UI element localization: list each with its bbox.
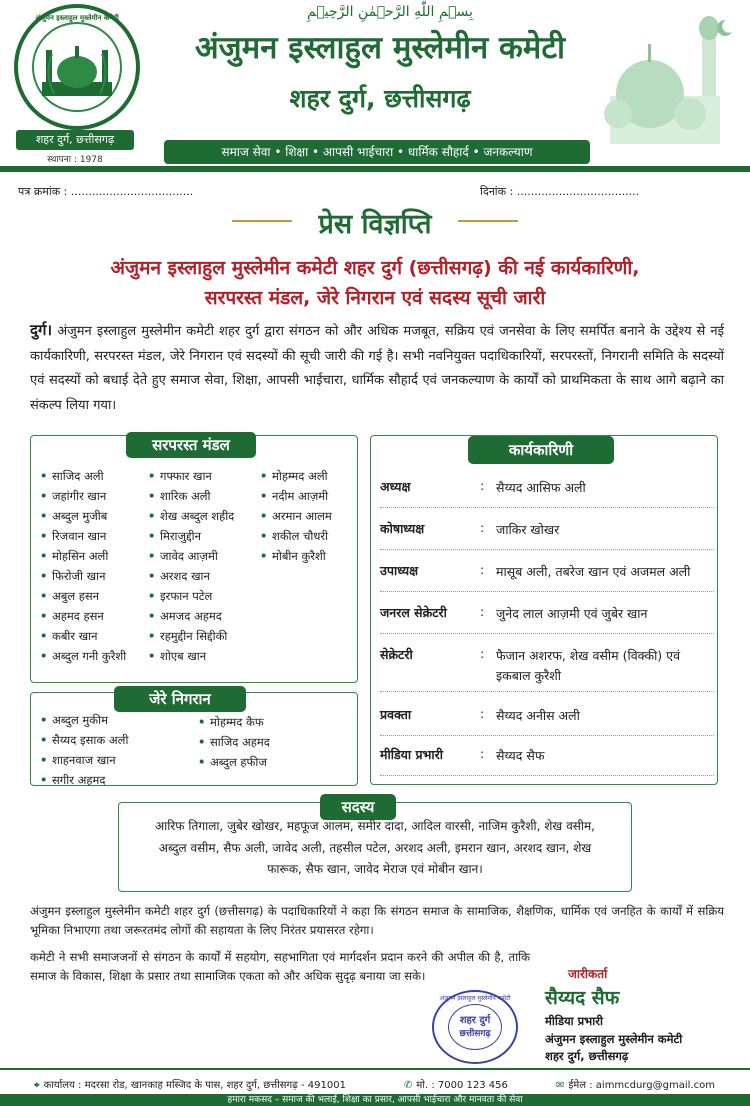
role-label: उपाध्यक्ष xyxy=(380,563,419,578)
issuer-designation: मीडिया प्रभारी xyxy=(545,1014,603,1028)
seal-ring-text: अंजुमन इस्लाहुल मुस्लेमीन कमेटी xyxy=(439,995,511,1002)
established-year: स्थापना : 1978 xyxy=(47,155,103,165)
intro-paragraph xyxy=(30,318,724,418)
role-separator: : xyxy=(480,604,485,619)
sarparast-member: • मिराजुद्दीन xyxy=(148,526,234,546)
sarparast-member: • शकील चौधरी xyxy=(260,526,332,546)
role-holder-name: जुनेद लाल आज़मी एवं जुबेर खान xyxy=(496,606,648,621)
sarparast-member: • नदीम आज़मी xyxy=(260,486,332,506)
sarparast-member: • जावेद आज़मी xyxy=(148,546,234,566)
sarparast-member: • मोहम्मद अली xyxy=(260,466,332,486)
karyakarini-row xyxy=(380,562,714,592)
press-release-title: प्रेस विज्ञप्ति xyxy=(318,209,432,240)
nigran-member: • शाहनवाज खान xyxy=(40,750,128,770)
org-logo xyxy=(8,2,148,170)
location-pin-icon: ⌖ xyxy=(34,1080,40,1091)
nigran-title: जेरे निगरान xyxy=(114,686,246,712)
sarparast-member: • अरशद खान xyxy=(148,566,234,586)
nigran-member: • सैय्यद इसाक अली xyxy=(40,730,128,750)
nigran-member: • अब्दुल मुकीम xyxy=(40,710,128,730)
official-seal xyxy=(432,990,518,1064)
headline-line-1: अंजुमन इस्लाहुल मुस्लेमीन कमेटी शहर दुर्ग (छत्तीसगढ़) की नई कार्यकारिणी, xyxy=(110,257,640,279)
role-label: जनरल सेक्रेटरी xyxy=(380,605,447,620)
closing-paragraph-1: अंजुमन इस्लाहुल मुस्लेमीन कमेटी शहर दुर्ग (छत्तीसगढ़) के पदाधिकारियों ने कहा कि संगठन समाज के सामाजिक, शैक्षणिक, धार्मिक एवं जनहित के कार्यों में सक्रिय भूमिका निभाएगा तथा जरूरतमंद लोगों की सहायता के लिए निरंतर प्रयासरत रहेगा। xyxy=(30,904,724,937)
intro-lead: दुर्ग। xyxy=(30,321,53,339)
logo-ring-text: अंजुमन इस्लाहुल मुस्लेमीन कमेटी xyxy=(35,14,119,22)
nigran-member: • साजिद अहमद xyxy=(198,732,270,752)
members-title: सदस्य xyxy=(320,794,396,820)
footer-phone xyxy=(404,1077,508,1091)
sarparast-member: • शारिक अली xyxy=(148,486,234,506)
sarparast-member: • अब्दुल मुजीब xyxy=(40,506,126,526)
nigran-member: • अब्दुल हफीज xyxy=(198,752,270,772)
karyakarini-row xyxy=(380,706,714,736)
karyakarini-row xyxy=(380,520,714,550)
bismillah: بِسۡمِ اللّٰهِ الرَّحۡمٰنِ الرَّحِيۡمِ xyxy=(307,4,473,20)
header-divider xyxy=(0,166,750,172)
nigran-col-1 xyxy=(40,710,128,790)
sarparast-member: • अब्दुल गनी कुरैशी xyxy=(40,646,126,666)
email-text: ईमेल : aimmcdurg@gmail.com xyxy=(568,1080,715,1091)
phone-icon: ✆ xyxy=(404,1080,413,1091)
role-separator: : xyxy=(480,478,485,493)
role-holder-name: सैय्यद सैफ xyxy=(496,748,545,763)
karyakarini-row xyxy=(380,746,714,776)
letter-date: दिनांक : ................................... xyxy=(480,185,640,198)
seal-line-1: शहर दुर्ग xyxy=(459,1015,491,1026)
sarparast-member: • मोहसिन अली xyxy=(40,546,126,566)
karyakarini-row xyxy=(380,604,714,634)
tagline: समाज सेवा • शिक्षा • आपसी भाईचारा • धार्मिक सौहार्द • जनकल्याण xyxy=(164,140,590,164)
role-separator: : xyxy=(480,520,485,535)
footer-motto: हमारा मकसद – समाज की भलाई, शिक्षा का प्रसार, आपसी भाईचारा और मानवता की सेवा xyxy=(0,1094,750,1106)
logo-ribbon: शहर दुर्ग, छत्तीसगढ़ xyxy=(16,130,134,150)
letter-number: पत्र क्रमांक : ................................... xyxy=(18,185,194,198)
issuer-label: जारीकर्ता xyxy=(568,967,608,981)
sarparast-member: • गफ्फार खान xyxy=(148,466,234,486)
karyakarini-row xyxy=(380,478,714,508)
role-separator: : xyxy=(480,706,485,721)
headline-line-2: सरपरस्त मंडल, जेरे निगरान एवं सदस्य सूची जारी xyxy=(204,287,546,309)
karyakarini-row xyxy=(380,646,714,692)
karyakarini-title: कार्यकारिणी xyxy=(468,436,614,464)
issuer-org: अंजुमन इस्लाहुल मुस्लेमीन कमेटी xyxy=(545,1032,683,1046)
nigran-col-2 xyxy=(198,712,270,772)
role-separator: : xyxy=(480,646,485,661)
issuer-city: शहर दुर्ग, छत्तीसगढ़ xyxy=(545,1049,629,1063)
sarparast-member: • इरफान पटेल xyxy=(148,586,234,606)
closing-paragraph-2: कमेटी ने सभी समाजजनों से संगठन के कार्यों में सहयोग, सहभागिता एवं मार्गदर्शन प्रदान करने की अपील की है, ताकि समाज के विकास, शिक्षा के प्रसार तथा सामाजिक एकता को और अधिक सुदृढ़ बनाया जा सके। xyxy=(30,950,530,983)
role-label: प्रवक्ता xyxy=(380,707,412,722)
mosque-icon xyxy=(32,22,122,112)
issuer-name: सैय्यद सैफ xyxy=(545,987,620,1009)
role-label: कोषाध्यक्ष xyxy=(380,521,425,536)
sarparast-col-3 xyxy=(260,466,332,566)
members-list: आरिफ तिगाला, जुबेर खोखर, महफूज आलम, समीर दादा, आदिल वारसी, नाजिम कुरैशी, शेख वसीम, अब्दुल वसीम, सैफ अली, जावेद अली, तहसील पटेल, अरशद अली, इमरान खान, अरशद खान, शेख फारूक, सैफ खान, जावेद मेराज एवं मोबीन खान। xyxy=(155,819,595,876)
role-label: मीडिया प्रभारी xyxy=(380,747,443,762)
sarparast-member: • शोएब खान xyxy=(148,646,234,666)
logo-circle xyxy=(14,4,140,130)
mail-icon: ✉ xyxy=(556,1080,565,1091)
sarparast-member: • रिजवान खान xyxy=(40,526,126,546)
footer-address xyxy=(34,1077,346,1091)
mosque-illustration-icon xyxy=(590,6,750,146)
role-holder-name: फैजान अशरफ, शेख वसीम (विक्की) एवं इकबाल कुरैशी xyxy=(496,648,681,683)
seal-line-2: छत्तीसगढ़ xyxy=(459,1029,491,1039)
role-holder-name: जाकिर खोखर xyxy=(496,522,560,537)
sarparast-member: • कबीर खान xyxy=(40,626,126,646)
address-text: कार्यालय : मदरसा रोड, खानकाह मस्जिद के पास, शहर दुर्ग, छत्तीसगढ़ - 491001 xyxy=(43,1080,346,1091)
letterhead xyxy=(0,0,750,172)
role-holder-name: सैय्यद अनीस अली xyxy=(496,708,580,723)
sarparast-member: • अमजद अहमद xyxy=(148,606,234,626)
sarparast-col-1 xyxy=(40,466,126,666)
footer-email xyxy=(556,1077,715,1091)
sarparast-member: • जहांगीर खान xyxy=(40,486,126,506)
role-separator: : xyxy=(480,562,485,577)
sarparast-member: • मोबीन कुरैशी xyxy=(260,546,332,566)
footer-divider xyxy=(0,1068,750,1070)
footer-contact xyxy=(0,1072,750,1094)
role-holder-name: सैय्यद आसिफ अली xyxy=(496,480,586,495)
sarparast-member: • फिरोजी खान xyxy=(40,566,126,586)
role-separator: : xyxy=(480,746,485,761)
sarparast-member: • रहमुद्दीन सिद्दीकी xyxy=(148,626,234,646)
intro-text: अंजुमन इस्लाहुल मुस्लेमीन कमेटी शहर दुर्ग द्वारा संगठन को और अधिक मजबूत, सक्रिय एवं जनसेवा के लिए समर्पित बनाने के उद्देश्य से नई कार्यकारिणी, सरपरस्त मंडल, जेरे निगरान एवं सदस्यों की सूची जारी की गई है। सभी नवनियुक्त पदाधिकारियों, सरपरस्तों, निगरानी समिति के सदस्यों एवं सदस्यों को बधाई देते हुए समाज सेवा, शिक्षा, आपसी भाईचारा, धार्मिक सौहार्द एवं जनकल्याण के कार्यों को प्राथमिकता के साथ आगे बढ़ाने का संकल्प लिया गया। xyxy=(30,324,725,413)
role-label: सेक्रेटरी xyxy=(380,647,413,662)
phone-text: मो. : 7000 123 456 xyxy=(416,1080,508,1091)
sarparast-member: • साजिद अली xyxy=(40,466,126,486)
nigran-member: • मोहम्मद कैफ xyxy=(198,712,270,732)
sarparast-member: • अरमान आलम xyxy=(260,506,332,526)
sarparast-member: • अबुल हसन xyxy=(40,586,126,606)
sarparast-title: सरपरस्त मंडल xyxy=(126,432,256,458)
role-holder-name: मासूब अली, तबरेज खान एवं अजमल अली xyxy=(496,564,691,579)
sarparast-member: • शेख अब्दुल शहीद xyxy=(148,506,234,526)
sarparast-member: • अहमद हसन xyxy=(40,606,126,626)
org-city: शहर दुर्ग, छत्तीसगढ़ xyxy=(289,84,471,113)
role-label: अध्यक्ष xyxy=(380,479,411,494)
sarparast-col-2 xyxy=(148,466,234,666)
nigran-member: • सगीर अहमद xyxy=(40,770,128,790)
org-name: अंजुमन इस्लाहुल मुस्लेमीन कमेटी xyxy=(195,30,565,66)
